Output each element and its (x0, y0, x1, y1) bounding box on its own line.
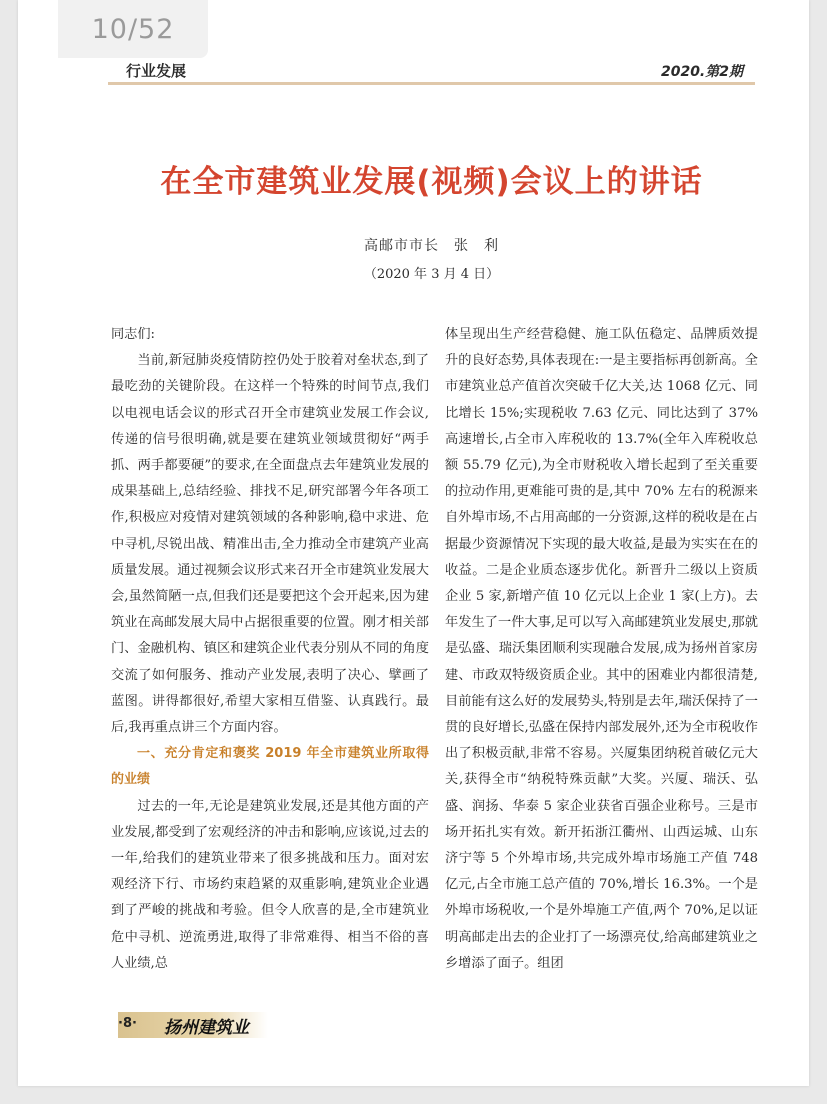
section-heading: 一、充分肯定和褒奖 2019 年全市建筑业所取得的业绩 (111, 746, 429, 788)
body-column-left (111, 322, 429, 977)
salutation: 同志们: (111, 327, 156, 342)
article-title: 在全市建筑业发展(视频)会议上的讲话 (160, 164, 703, 200)
article-date: （2020 年 3 月 4 日） (363, 267, 500, 282)
section-label: 行业发展 (126, 62, 187, 80)
paragraph: 体呈现出生产经营稳健、施工队伍稳定、品牌质效提升的良好态势,具体表现在:一是主要指标再创新高。全市建筑业总产值首次突破千亿大关,达 1068 亿元、同比增长 15%;实现税收 7.63 亿元、同比达到了 37% 高速增长,占全市入库税收的 13.7%(全年入库税收总额 55.79 亿元),为全市财税收入增长起到了至关重要的拉动作用,更难能可贵的是,其中 70% 左右的税源来自外埠市场,不占用高邮的一分资源,这样的税收是在占据最少资源情况下实现的最大收益,是最为实实在在的收益。二是企业质态逐步优化。新晋升二级以上资质企业 5 家,新增产值 10 亿元以上企业 1 家(上方)。去年发生了一件大事,足可以写入高邮建筑业发展史,那就是弘盛、瑞沃集团顺利实现融合发展,成为扬州首家房建、市政双特级资质企业。其中的困难业内都很清楚,目前能有这么好的发展势头,特别是去年,瑞沃保持了一贯的良好增长,弘盛在保持内部发展外,还为全市税收作出了积极贡献,非常不容易。兴厦集团纳税首破亿元大关,获得全市“纳税特殊贡献”大奖。兴厦、瑞沃、弘盛、润扬、华泰 5 家企业获省百强企业称号。三是市场开拓扎实有效。新开拓浙江衢州、山西运城、山东济宁等 5 个外埠市场,共完成外埠市场施工产值 748 亿元,占全市施工总产值的 70%,增长 16.3%。一个是外埠市场税收,一个是外埠施工产值,两个 70%,足以证明高邮走出去的企业打了一场漂亮仗,给高邮建筑业之乡增添了面子。组团 (445, 327, 758, 971)
article-author: 高邮市市长 张 利 (364, 238, 499, 254)
issue-label: 2020.第2期 (660, 64, 743, 80)
page-indicator: 10/52 (58, 0, 208, 58)
running-header (108, 56, 755, 85)
page-footer (118, 1012, 268, 1038)
page-number: ·8· (118, 1016, 137, 1031)
paragraph: 过去的一年,无论是建筑业发展,还是其他方面的产业发展,都受到了宏观经济的冲击和影响,应该说,过去的一年,给我们的建筑业带来了很多挑战和压力。面对宏观经济下行、市场约束趋紧的双重影响,建筑业企业遇到了严峻的挑战和考验。但令人欣喜的是,全市建筑业危中寻机、逆流勇进,取得了非常难得、相当不俗的喜人业绩,总 (111, 798, 429, 971)
body-column-right (445, 322, 758, 977)
paragraph: 当前,新冠肺炎疫情防控仍处于胶着对垒状态,到了最吃劲的关键阶段。在这样一个特殊的时间节点,我们以电视电话会议的形式召开全市建筑业发展工作会议,传递的信号很明确,就是要在建筑业领域贯彻好“两手抓、两手都要硬”的要求,在全面盘点去年建筑业发展的成果基础上,总结经验、排找不足,研究部署今年各项工作,积极应对疫情对建筑领域的各种影响,稳中求进、危中寻机,尽锐出战、精准出击,全力推动全市建筑产业高质量发展。通过视频会议形式来召开全市建筑业发展大会,虽然简陋一点,但我们还是要把这个会开起来,因为建筑业在高邮发展大局中占据很重要的位置。刚才相关部门、金融机构、镇区和建筑企业代表分别从不同的角度交流了如何服务、推动产业发展,表明了决心、擘画了蓝图。讲得都很好,希望大家相互借鉴、认真践行。最后,我再重点讲三个方面内容。 (111, 353, 429, 736)
publication-logo: 扬州建筑业 (164, 1018, 249, 1038)
document-page (18, 0, 809, 1086)
